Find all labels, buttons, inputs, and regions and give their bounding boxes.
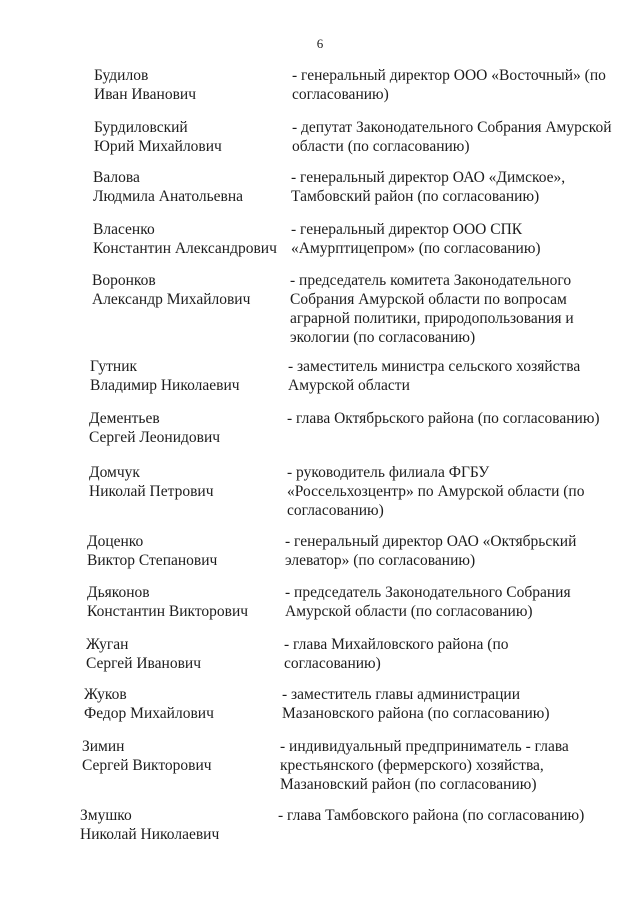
given-names: Сергей Иванович: [86, 655, 202, 672]
given-names: Константин Викторович: [87, 603, 249, 620]
role-line: - генеральный директор ОАО «Димское»,: [291, 169, 566, 186]
given-names: Николай Петрович: [89, 483, 214, 500]
role-line: - генеральный директор ООО СПК: [291, 221, 523, 238]
role-line: - индивидуальный предприниматель - глава: [280, 738, 569, 755]
person-role: [291, 220, 621, 258]
role-line: Мазановский район (по согласованию): [280, 776, 537, 793]
person-role: [292, 66, 622, 104]
person-role: [285, 532, 615, 570]
person-role: [284, 635, 614, 673]
role-line: элеватор» (по согласованию): [285, 552, 476, 569]
role-line: - генеральный директор ОАО «Октябрьский: [285, 533, 577, 550]
person-role: [280, 737, 610, 794]
person-name: [94, 118, 294, 156]
role-line: Амурской области (по согласованию): [285, 603, 533, 620]
surname: Будилов: [94, 67, 149, 84]
role-line: - руководитель филиала ФГБУ: [287, 464, 490, 481]
surname: Дьяконов: [87, 584, 150, 601]
surname: Гутник: [90, 358, 138, 375]
role-line: - глава Октябрьского района (по согласованию): [287, 410, 600, 427]
role-line: аграрной политики, природопользования и: [290, 310, 574, 327]
surname: Воронков: [92, 272, 156, 289]
role-line: Тамбовский район (по согласованию): [291, 188, 540, 205]
role-line: Мазановского района (по согласованию): [282, 705, 550, 722]
given-names: Виктор Степанович: [87, 552, 218, 569]
person-role: [278, 806, 608, 825]
person-name: [87, 583, 287, 621]
surname: Доценко: [87, 533, 144, 550]
person-role: [292, 118, 622, 156]
role-line: «Амурптицепром» (по согласованию): [291, 240, 541, 257]
person-role: [288, 357, 618, 395]
person-name: [84, 685, 284, 723]
surname: Бурдиловский: [94, 119, 188, 136]
role-line: согласованию): [284, 655, 381, 672]
given-names: Сергей Леонидович: [89, 429, 221, 446]
surname: Жуган: [86, 636, 129, 653]
role-line: согласованию): [292, 86, 389, 103]
given-names: Владимир Николаевич: [90, 377, 240, 394]
role-line: - глава Тамбовского района (по согласованию): [278, 807, 585, 824]
given-names: Иван Иванович: [94, 86, 196, 103]
person-role: [287, 409, 617, 428]
person-role: [285, 583, 615, 621]
page-number: 6: [316, 36, 324, 51]
person-name: [94, 66, 294, 104]
surname: Власенко: [93, 221, 155, 238]
surname: Жуков: [84, 686, 127, 703]
role-line: крестьянского (фермерского) хозяйства,: [280, 757, 544, 774]
person-name: [87, 532, 287, 570]
person-name: [92, 271, 292, 309]
person-name: [93, 168, 293, 206]
surname: Змушко: [80, 807, 132, 824]
role-line: «Россельхозцентр» по Амурской области (по: [287, 483, 585, 500]
given-names: Юрий Михайлович: [94, 138, 222, 155]
role-line: экологии (по согласованию): [290, 329, 476, 346]
given-names: Александр Михайлович: [92, 291, 251, 308]
person-name: [93, 220, 293, 258]
surname: Валова: [93, 169, 140, 186]
surname: Дементьев: [89, 410, 160, 427]
person-name: [89, 409, 289, 447]
person-role: [291, 168, 621, 206]
role-line: - глава Михайловского района (по: [284, 636, 509, 653]
person-name: [89, 463, 289, 501]
role-line: согласованию): [287, 502, 384, 519]
person-name: [82, 737, 282, 775]
given-names: Сергей Викторович: [82, 757, 212, 774]
role-line: - заместитель министра сельского хозяйства: [288, 358, 581, 375]
surname: Домчук: [89, 464, 140, 481]
person-role: [287, 463, 617, 520]
role-line: - заместитель главы администрации: [282, 686, 521, 703]
given-names: Федор Михайлович: [84, 705, 214, 722]
person-name: [90, 357, 290, 395]
person-name: [86, 635, 286, 673]
role-line: Собрания Амурской области по вопросам: [290, 291, 567, 308]
surname: Зимин: [82, 738, 125, 755]
role-line: - депутат Законодательного Собрания Амурской: [292, 119, 612, 136]
role-line: - генеральный директор ООО «Восточный» (по: [292, 67, 606, 84]
role-line: - председатель комитета Законодательного: [290, 272, 572, 289]
person-role: [282, 685, 612, 723]
role-line: - председатель Законодательного Собрания: [285, 584, 571, 601]
given-names: Людмила Анатольевна: [93, 188, 244, 205]
given-names: Константин Александрович: [93, 240, 277, 257]
given-names: Николай Николаевич: [80, 826, 220, 843]
role-line: Амурской области: [288, 377, 410, 394]
role-line: области (по согласованию): [292, 138, 470, 155]
person-role: [290, 271, 620, 347]
person-name: [80, 806, 280, 844]
